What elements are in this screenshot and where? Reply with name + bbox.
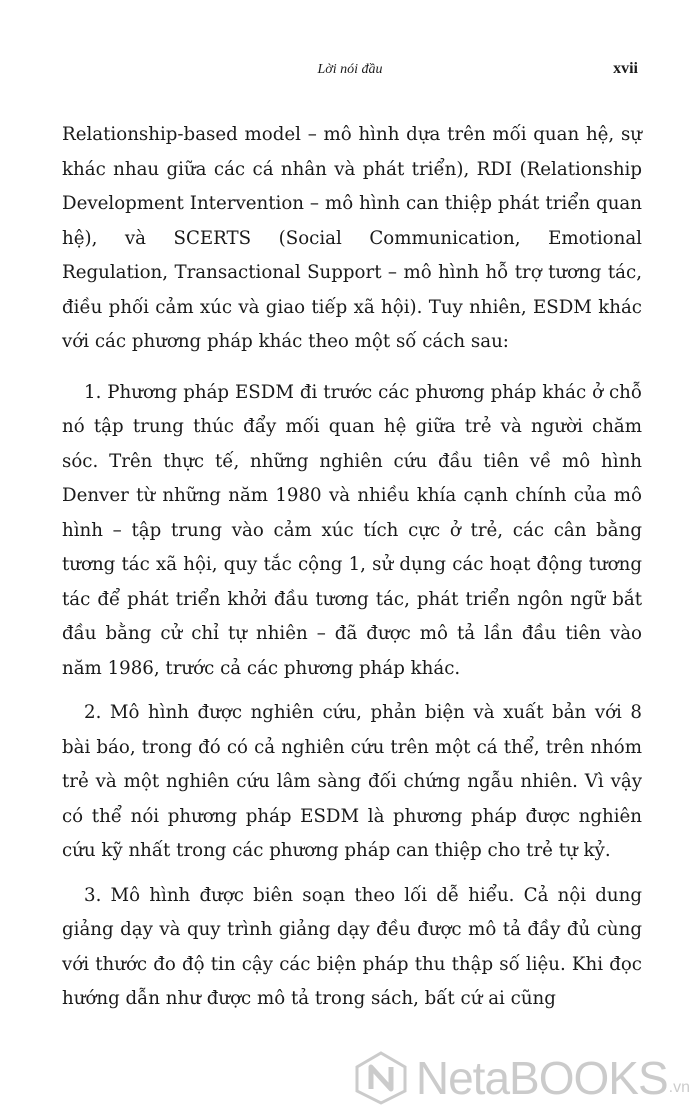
watermark-brand: NetaBOOKS [415, 1052, 668, 1104]
list-item-1: 1. Phương pháp ESDM đi trước các phương pháp khác ở chỗ nó tập trung thúc đẩy mối quan hệ giữa trẻ và người chăm sóc. Trên thực tế, những nghiên cứu đầu tiên về mô hình Denver từ những năm 1980 và nhiều khía cạnh chính của mô hình – tập trung vào cảm xúc tích cực ở trẻ, các cân bằng tương tác xã hội, quy tắc cộng 1, sử dụng các hoạt động tương tác để phát triển khởi đầu tương tác, phát triển ngôn ngữ bắt đầu bằng cử chỉ tự nhiên – đã được mô tả lần đầu tiên vào năm 1986, trước cả các phương pháp khác. [62, 381, 642, 679]
body-text [62, 118, 642, 1017]
watermark-suffix: .vn [668, 1079, 690, 1096]
list-item-3: 3. Mô hình được biên soạn theo lối dễ hiểu. Cả nội dung giảng dạy và quy trình giảng dạy đều được mô tả đầy đủ cùng với thước đo độ tin cậy các biện pháp thu thập số liệu. Khi đọc hướng dẫn như được mô tả trong sách, bất cứ ai cũng [62, 884, 642, 1009]
netabooks-n-logo-icon [354, 1051, 408, 1105]
running-title: Lời nói đầu [317, 62, 383, 77]
watermark [354, 1051, 690, 1105]
page-number: xvii [613, 60, 638, 77]
list-item-2: 2. Mô hình được nghiên cứu, phản biện và xuất bản với 8 bài báo, trong đó có cả nghiên cứu trên một cá thể, trên nhóm trẻ và một nghiên cứu lâm sàng đối chứng ngẫu nhiên. Vì vậy có thể nói phương pháp ESDM là phương pháp được nghiên cứu kỹ nhất trong các phương pháp can thiệp cho trẻ tự kỷ. [62, 702, 642, 861]
intro-paragraph: Relationship-based model – mô hình dựa trên mối quan hệ, sự khác nhau giữa các cá nhân và phát triển), RDI (Relationship Development Intervention – mô hình can thiệp phát triển quan hệ), và SCERTS (Social Communication, Emotional Regulation, Transactional Support – mô hình hỗ trợ tương tác, điều phối cảm xúc và giao tiếp xã hội). Tuy nhiên, ESDM khác với các phương pháp khác theo một số cách sau: [62, 124, 642, 352]
page-header [0, 60, 700, 84]
